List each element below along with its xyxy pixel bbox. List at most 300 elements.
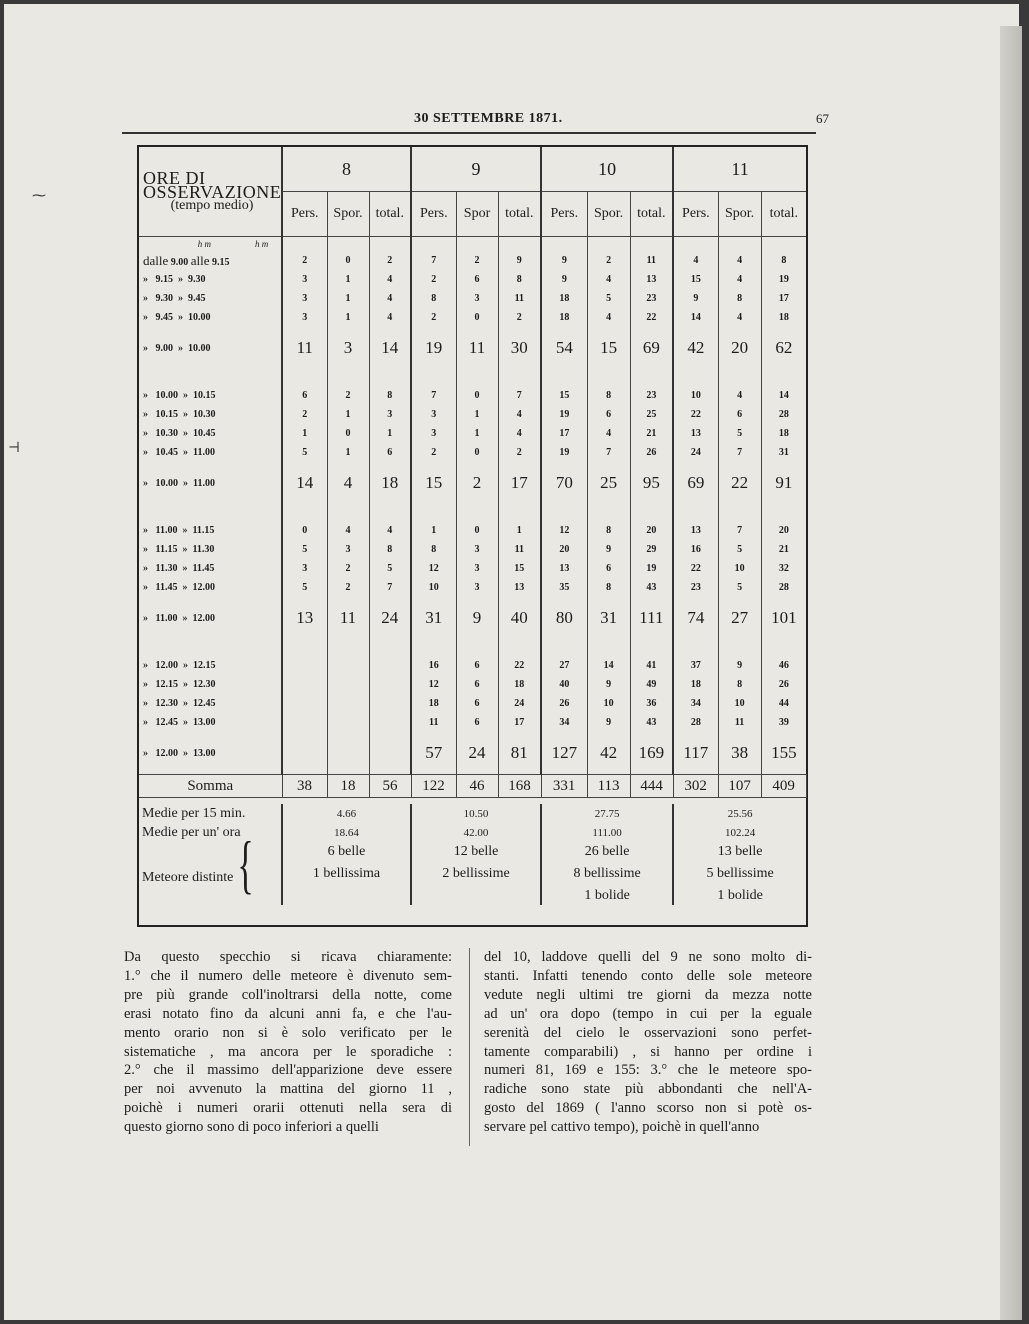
table-cell: 16 [411, 656, 456, 675]
table-row [139, 694, 806, 713]
medie-15-row [139, 804, 806, 823]
observation-table-frame [137, 145, 808, 927]
table-cell: 14 [369, 327, 411, 369]
table-cell: 26 [761, 675, 806, 694]
table-cell: 4 [327, 521, 369, 540]
meteore-label [139, 842, 282, 861]
table-cell: 2 [327, 578, 369, 597]
table-cell: 6 [456, 713, 498, 732]
table-cell [327, 694, 369, 713]
text-line: tamente comparabili) , si hanno per ordine i [484, 1043, 812, 1060]
time-range: » 11.30 » 11.45 [143, 563, 215, 574]
hours-header [139, 147, 282, 237]
table-cell: 3 [369, 405, 411, 424]
table-cell: 6 [587, 559, 630, 578]
medie-ora-row-value: 111.00 [541, 823, 673, 842]
table-cell: 18 [673, 675, 718, 694]
table-cell: 6 [456, 270, 498, 289]
table-cell: 12 [411, 559, 456, 578]
table-row [139, 443, 806, 462]
table-cell: 6 [456, 656, 498, 675]
table-cell: 15 [498, 559, 541, 578]
table-cell: 13 [282, 597, 327, 639]
somma-cell: 113 [587, 775, 630, 798]
table-cell [282, 732, 327, 775]
table-cell: 5 [282, 443, 327, 462]
table-row [139, 713, 806, 732]
table-cell: 0 [456, 308, 498, 327]
somma-cell: 302 [673, 775, 718, 798]
table-cell: 15 [587, 327, 630, 369]
table-cell: 1 [456, 424, 498, 443]
table-cell: 4 [498, 405, 541, 424]
text-line: questo giorno sono di poco inferiori a quelli [124, 1119, 379, 1136]
meteore-value: 2 bellissime [411, 861, 541, 886]
col-header-pers: Pers. [673, 192, 718, 237]
table-cell: 0 [327, 251, 369, 270]
somma-cell: 56 [369, 775, 411, 798]
table-cell: 8 [587, 386, 630, 405]
table-cell: 19 [630, 559, 673, 578]
table-row [139, 578, 806, 597]
table-cell: 2 [282, 251, 327, 270]
time-range: » 12.45 » 13.00 [143, 717, 216, 728]
table-cell: 3 [282, 270, 327, 289]
table-cell: 15 [541, 386, 587, 405]
hourly-total-row [139, 327, 806, 369]
table-cell: 22 [498, 656, 541, 675]
table-cell: 3 [411, 405, 456, 424]
table-cell: 34 [541, 713, 587, 732]
time-range: » 11.45 » 12.00 [143, 582, 215, 593]
text-column-right [484, 948, 812, 1137]
table-cell: 3 [456, 540, 498, 559]
table-cell: 4 [369, 308, 411, 327]
table-cell [369, 694, 411, 713]
table-cell: 69 [673, 462, 718, 504]
table-cell: 22 [718, 462, 761, 504]
table-cell: 5 [718, 540, 761, 559]
time-from: 9.00 [155, 342, 173, 354]
table-cell: 7 [498, 386, 541, 405]
table-cell: 3 [282, 308, 327, 327]
table-cell: 9 [541, 270, 587, 289]
table-cell: 16 [673, 540, 718, 559]
table-cell: 2 [411, 443, 456, 462]
text-line: ad un' ora dopo (tempo in cui per la eguale [484, 1005, 812, 1022]
table-row [139, 308, 806, 327]
table-cell: 9 [673, 289, 718, 308]
table-cell: 42 [587, 732, 630, 775]
meteore-value: 1 bolide [673, 886, 806, 905]
table-cell: 5 [369, 559, 411, 578]
table-cell: 31 [761, 443, 806, 462]
table-cell: 91 [761, 462, 806, 504]
meteore-value: 5 bellissime [673, 861, 806, 886]
table-cell: 44 [761, 694, 806, 713]
table-cell: 11 [630, 251, 673, 270]
table-cell: 22 [630, 308, 673, 327]
table-cell: 18 [498, 675, 541, 694]
day-header: 9 [411, 147, 541, 192]
table-cell: 19 [761, 270, 806, 289]
table-cell: 74 [673, 597, 718, 639]
table-cell: 1 [327, 289, 369, 308]
table-cell: 14 [673, 308, 718, 327]
hm-units-row [139, 237, 806, 252]
time-to: 9.30 [188, 274, 206, 285]
table-cell: 11 [498, 540, 541, 559]
table-cell: 1 [456, 405, 498, 424]
table-cell: 0 [456, 521, 498, 540]
table-cell: 8 [587, 578, 630, 597]
table-cell: 111 [630, 597, 673, 639]
meteore-value [411, 886, 541, 905]
time-from: 10.00 [155, 390, 178, 401]
somma-row [139, 775, 806, 798]
table-row [139, 540, 806, 559]
table-cell: 25 [587, 462, 630, 504]
table-cell: 18 [761, 424, 806, 443]
table-cell: 12 [541, 521, 587, 540]
table-cell: 5 [718, 578, 761, 597]
time-range: » 12.15 » 12.30 [143, 679, 216, 690]
table-cell: 9 [587, 675, 630, 694]
table-cell: 5 [587, 289, 630, 308]
table-cell: 13 [673, 424, 718, 443]
time-from: 10.45 [155, 447, 178, 458]
time-to: 10.45 [193, 428, 216, 439]
meteore-value: 1 bellissima [282, 861, 411, 886]
table-cell: 4 [587, 424, 630, 443]
table-cell: 70 [541, 462, 587, 504]
table-cell: 34 [673, 694, 718, 713]
table-cell: 22 [673, 405, 718, 424]
col-header-pers: Pers. [411, 192, 456, 237]
book-page [4, 4, 1019, 1320]
table-row [139, 405, 806, 424]
table-cell: 28 [761, 405, 806, 424]
table-cell: 8 [369, 386, 411, 405]
table-cell: 8 [411, 289, 456, 308]
time-to: 11.45 [192, 563, 215, 574]
table-cell: 42 [673, 327, 718, 369]
table-cell: 10 [673, 386, 718, 405]
time-to: 9.15 [212, 256, 230, 268]
table-cell: 35 [541, 578, 587, 597]
table-cell: 23 [630, 289, 673, 308]
medie-15-row-value: 10.50 [411, 804, 541, 823]
table-cell: 28 [673, 713, 718, 732]
col-header-spor: Spor. [327, 192, 369, 237]
time-to: 11.15 [192, 525, 215, 536]
table-cell: 54 [541, 327, 587, 369]
table-cell: 10 [718, 694, 761, 713]
table-cell: 40 [541, 675, 587, 694]
table-cell: 1 [327, 308, 369, 327]
time-range: » 10.30 » 10.45 [143, 428, 216, 439]
table-cell [369, 656, 411, 675]
observation-table-footer [139, 775, 806, 906]
brace-symbol: { [237, 830, 254, 902]
table-cell: 18 [541, 289, 587, 308]
table-cell: 13 [541, 559, 587, 578]
hours-header-line1: ORE DI OSSERVAZIONE [143, 167, 282, 202]
margin-mark: ⁓ [32, 189, 46, 204]
table-cell: 14 [587, 656, 630, 675]
table-cell: 101 [761, 597, 806, 639]
table-cell: 2 [587, 251, 630, 270]
time-from: 12.30 [155, 698, 178, 709]
page-number: 67 [816, 111, 829, 126]
text-line: poichè i numeri orarii ottenuti nella sera di [124, 1100, 452, 1117]
time-to: 11.30 [192, 544, 215, 555]
table-cell: 30 [498, 327, 541, 369]
table-cell: 24 [673, 443, 718, 462]
table-cell [327, 732, 369, 775]
somma-cell: 107 [718, 775, 761, 798]
table-cell: 39 [761, 713, 806, 732]
time-to: 10.00 [188, 342, 211, 354]
table-cell: 4 [369, 521, 411, 540]
time-to: 12.00 [192, 612, 215, 624]
hm-units: h m h m [139, 237, 282, 252]
row-gap [139, 504, 806, 521]
table-cell: 2 [411, 270, 456, 289]
table-cell: 6 [456, 694, 498, 713]
text-line: gosto del 1869 ( l'anno scorso non si potè os- [484, 1100, 812, 1117]
table-row [139, 424, 806, 443]
meteore-value: 6 belle [282, 842, 411, 861]
table-cell: 11 [282, 327, 327, 369]
table-cell: 41 [630, 656, 673, 675]
table-cell: 20 [761, 521, 806, 540]
table-cell: 40 [498, 597, 541, 639]
time-to: 11.00 [193, 447, 215, 458]
table-cell: 7 [411, 386, 456, 405]
table-cell: 95 [630, 462, 673, 504]
header-rule [122, 132, 816, 134]
time-range: » 11.15 » 11.30 [143, 544, 215, 555]
page-edge [1000, 26, 1022, 1320]
time-to: 10.30 [193, 409, 216, 420]
time-range: » 9.15 » 9.30 [143, 274, 206, 285]
table-cell: 4 [718, 270, 761, 289]
table-cell: 2 [498, 308, 541, 327]
medie-ora-row-value: 42.00 [411, 823, 541, 842]
table-cell: 2 [411, 308, 456, 327]
table-cell: 2 [327, 559, 369, 578]
somma-cell: 46 [456, 775, 498, 798]
time-from: 9.30 [155, 293, 173, 304]
table-cell: 2 [369, 251, 411, 270]
time-from: 10.00 [155, 477, 178, 489]
table-cell: 22 [673, 559, 718, 578]
table-cell: 20 [541, 540, 587, 559]
text-line: pre più grande coll'inoltrarsi della notte, come [124, 986, 452, 1003]
hourly-total-row [139, 732, 806, 775]
col-header-spor: Spor [456, 192, 498, 237]
table-cell [327, 656, 369, 675]
text-line: vedute negli ultimi tre giorni da mezza notte [484, 986, 812, 1003]
meteore-label-text: Meteore distinte [142, 870, 234, 885]
table-cell: 19 [411, 327, 456, 369]
time-to: 12.00 [192, 582, 215, 593]
time-range: » 11.00 » 11.15 [143, 525, 215, 536]
table-cell: 19 [541, 405, 587, 424]
table-cell: 29 [630, 540, 673, 559]
table-cell: 69 [630, 327, 673, 369]
table-cell: 18 [411, 694, 456, 713]
table-cell: 23 [630, 386, 673, 405]
observation-table [139, 147, 807, 905]
time-from: 12.00 [155, 660, 178, 671]
medie-15-row-value: 4.66 [282, 804, 411, 823]
text-line: stanti. Infatti tenendo conto delle sole meteore [484, 967, 812, 984]
table-cell: 1 [282, 424, 327, 443]
table-cell: 1 [327, 405, 369, 424]
text-line: 2.° che il massimo dell'apparizione deve essere [124, 1062, 452, 1079]
table-cell: 117 [673, 732, 718, 775]
medie-15-row-label: Medie per 15 min. [142, 805, 246, 821]
table-cell: 1 [327, 270, 369, 289]
hourly-total-row [139, 462, 806, 504]
table-cell: 3 [456, 559, 498, 578]
table-cell: 13 [630, 270, 673, 289]
table-cell: 4 [369, 289, 411, 308]
table-cell: 0 [282, 521, 327, 540]
table-cell: 20 [630, 521, 673, 540]
table-row [139, 675, 806, 694]
table-cell: 28 [761, 578, 806, 597]
meteore-value: 13 belle [673, 842, 806, 861]
table-cell: 10 [718, 559, 761, 578]
table-cell: 15 [673, 270, 718, 289]
table-cell: 21 [761, 540, 806, 559]
time-range: » 10.00 » 10.15 [143, 390, 216, 401]
table-cell: 4 [718, 386, 761, 405]
table-cell: 2 [498, 443, 541, 462]
time-to: 10.00 [188, 312, 211, 323]
table-cell [369, 732, 411, 775]
table-cell: 0 [456, 386, 498, 405]
table-cell: 8 [369, 540, 411, 559]
table-cell: 10 [411, 578, 456, 597]
table-cell: 26 [630, 443, 673, 462]
table-cell: 4 [587, 270, 630, 289]
table-row [139, 289, 806, 308]
col-header-pers: Pers. [541, 192, 587, 237]
table-cell: 155 [761, 732, 806, 775]
time-range: » 12.00 » 12.15 [143, 660, 216, 671]
time-from: 12.00 [155, 747, 178, 759]
somma-label: Somma [139, 775, 282, 798]
meteore-value: 26 belle [541, 842, 673, 861]
table-cell: 21 [630, 424, 673, 443]
table-cell: 8 [761, 251, 806, 270]
table-cell: 4 [369, 270, 411, 289]
time-from: 9.00 [170, 256, 189, 268]
table-row [139, 251, 806, 270]
table-cell: 18 [369, 462, 411, 504]
table-cell: 169 [630, 732, 673, 775]
table-cell: 9 [456, 597, 498, 639]
text-line: sistematiche , ma ancora per le sporadiche : [124, 1043, 452, 1060]
table-cell: 20 [718, 327, 761, 369]
time-range: » 10.45 » 11.00 [143, 447, 215, 458]
table-cell: 8 [718, 289, 761, 308]
medie-ora-row-value: 102.24 [673, 823, 806, 842]
table-cell: 62 [761, 327, 806, 369]
table-cell: 25 [630, 405, 673, 424]
table-cell: 13 [498, 578, 541, 597]
medie-15-row-value: 27.75 [541, 804, 673, 823]
alle-word: alle [190, 252, 210, 268]
meteore-value [282, 886, 411, 905]
table-cell: 9 [541, 251, 587, 270]
table-cell: 9 [587, 713, 630, 732]
table-cell: 9 [498, 251, 541, 270]
table-cell: 11 [456, 327, 498, 369]
table-cell: 11 [498, 289, 541, 308]
text-line: del 10, laddove quelli del 9 ne sono molto di- [484, 949, 812, 965]
table-cell: 6 [718, 405, 761, 424]
meteore-row [139, 861, 806, 886]
table-cell: 0 [327, 424, 369, 443]
table-cell: 4 [498, 424, 541, 443]
table-cell [282, 675, 327, 694]
table-cell: 1 [498, 521, 541, 540]
table-cell: 24 [498, 694, 541, 713]
somma-cell: 331 [541, 775, 587, 798]
medie-ora-row-value: 18.64 [282, 823, 411, 842]
text-line: Da questo specchio si ricava chiaramente: [124, 949, 452, 965]
table-cell: 4 [673, 251, 718, 270]
text-line: erasi notato fino da alcuni anni fa, e che l'au- [124, 1005, 452, 1022]
table-row [139, 270, 806, 289]
time-from: 11.00 [155, 525, 178, 536]
table-cell: 8 [587, 521, 630, 540]
table-cell [282, 713, 327, 732]
table-cell: 2 [456, 251, 498, 270]
table-cell: 3 [327, 327, 369, 369]
table-cell: 17 [541, 424, 587, 443]
table-cell: 8 [411, 540, 456, 559]
running-title: 30 SETTEMBRE 1871. [414, 111, 563, 126]
row-gap [139, 639, 806, 656]
table-cell: 7 [718, 443, 761, 462]
time-range: » 9.00 » 10.00 [143, 342, 211, 354]
table-cell: 15 [411, 462, 456, 504]
table-cell: 12 [411, 675, 456, 694]
time-from: 9.45 [155, 312, 173, 323]
time-to: 12.45 [193, 698, 216, 709]
table-cell: 36 [630, 694, 673, 713]
text-line: numeri 81, 169 e 155: 3.° che le meteore spo- [484, 1062, 812, 1079]
table-cell: 1 [369, 424, 411, 443]
table-cell: 17 [761, 289, 806, 308]
somma-cell: 409 [761, 775, 806, 798]
time-range: » 10.00 » 11.00 [143, 477, 215, 489]
table-cell: 32 [761, 559, 806, 578]
table-cell: 2 [327, 386, 369, 405]
table-cell: 2 [456, 462, 498, 504]
table-cell: 3 [456, 289, 498, 308]
hours-header-line2: (tempo medio) [170, 197, 254, 213]
table-cell [282, 694, 327, 713]
text-line: serenità del cielo le osservazioni sono perfet- [484, 1024, 812, 1041]
text-line: radiche sono state più abbondanti che nell'A- [484, 1081, 812, 1098]
